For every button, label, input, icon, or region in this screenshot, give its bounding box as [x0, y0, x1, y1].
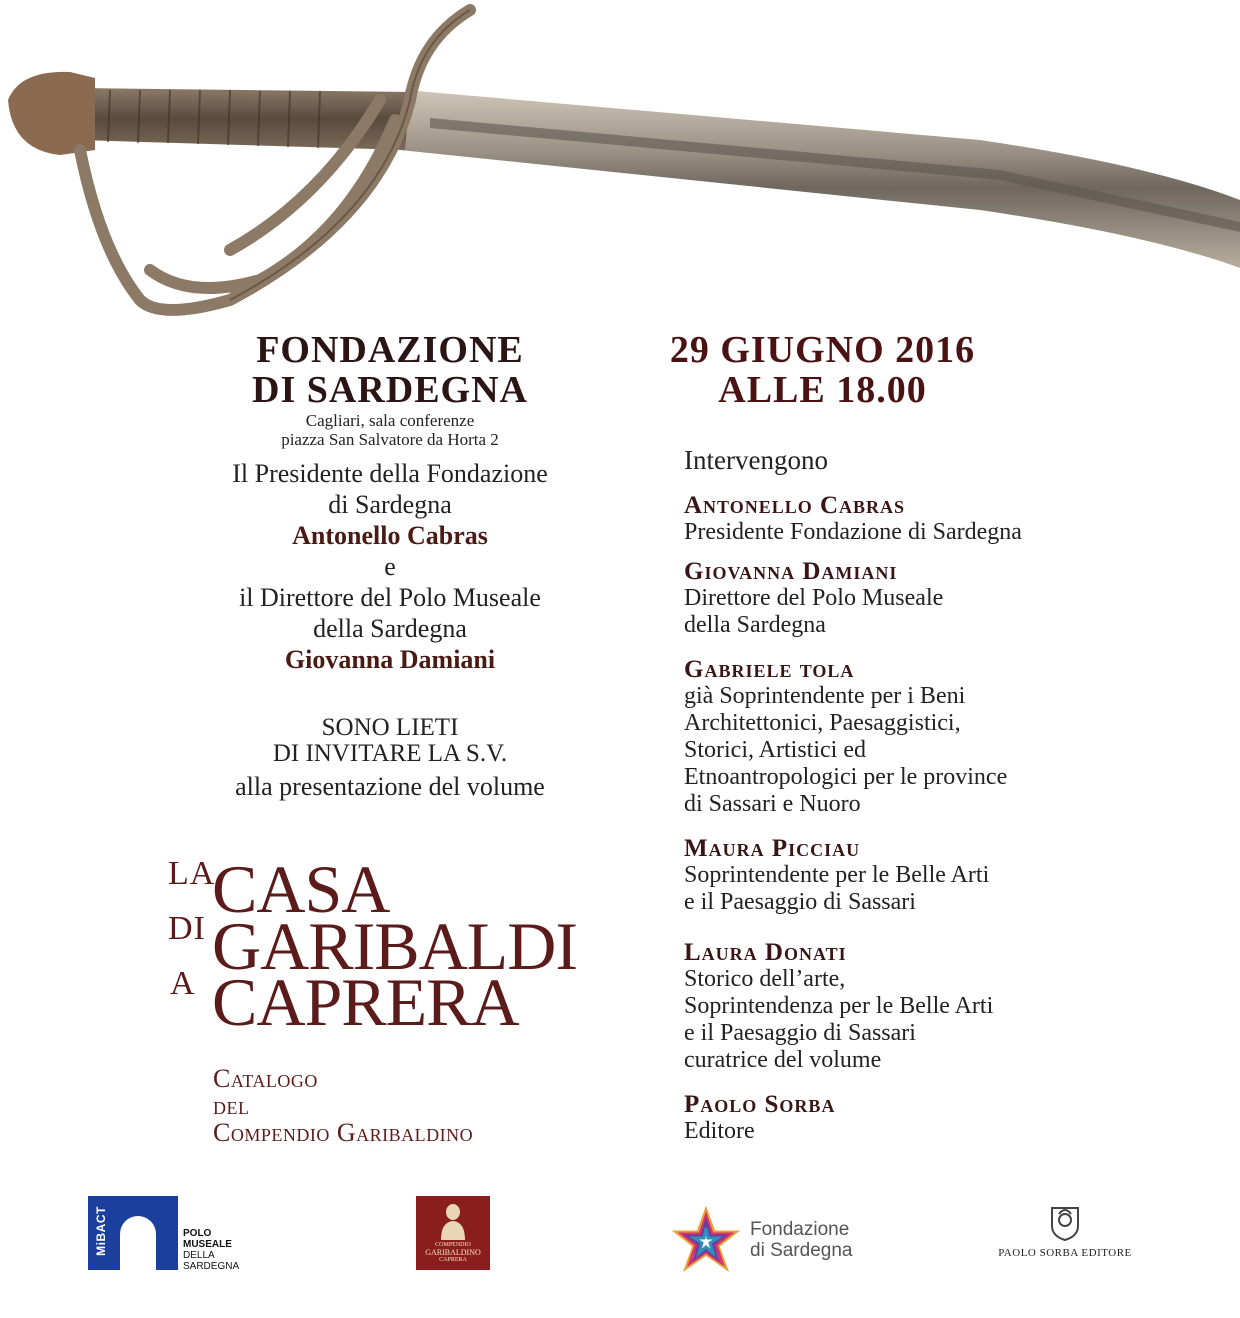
speaker-tola [684, 657, 1007, 818]
speaker-role-line: Direttore del Polo Museale [684, 585, 944, 611]
speaker-role-line: Soprintendenza per le Belle Arti [684, 993, 994, 1019]
presentation-line: alla presentazione del volume [235, 772, 545, 801]
event-date: 29 GIUGNO 2016 [669, 329, 976, 371]
sword-illustration [0, 0, 1240, 330]
org-name-line1: FONDAZIONE [256, 329, 524, 371]
speaker-role-line: già Soprintendente per i Beni [684, 683, 966, 709]
compendio-text-line1: COMPENDIO [435, 1242, 471, 1248]
speaker-name: Paolo Sorba [684, 1091, 836, 1118]
speaker-role-line: e il Paesaggio di Sassari [684, 1020, 916, 1046]
event-time: ALLE 18.00 [718, 369, 927, 411]
book-title-la: LA [168, 855, 216, 892]
speaker-name: Laura Donati [684, 939, 847, 966]
fondazione-logo-text [750, 1219, 852, 1261]
compendio-text-line3: CAPRERA [439, 1257, 467, 1263]
invite-line3: il Direttore del Polo Museale [239, 583, 541, 612]
org-name-line2: DI SARDEGNA [252, 369, 528, 411]
compendio-text-line2: GARIBALDINO [425, 1248, 481, 1257]
catalog-line1: Catalogo [213, 1064, 318, 1093]
speaker-name: Gabriele tola [684, 656, 855, 683]
fondazione-text-line1: Fondazione [750, 1219, 850, 1240]
speaker-role-line: di Sassari e Nuoro [684, 791, 861, 817]
left-column [140, 330, 640, 802]
catalog-line2: del [213, 1091, 250, 1120]
compendio-garibaldino-logo [416, 1196, 490, 1270]
speaker-role-line: Storico dell’arte, [684, 966, 846, 992]
sorba-logo-text: PAOLO SORBA EDITORE [998, 1247, 1132, 1259]
polo-museale-logo [88, 1196, 178, 1270]
speaker-name: Antonello Cabras [684, 492, 906, 519]
mibact-label: MiBACT [94, 1206, 108, 1256]
speaker-role-line: curatrice del volume [684, 1047, 882, 1073]
speaker-donati [684, 940, 993, 1074]
speaker-sorba [684, 1092, 835, 1145]
caps-line1: SONO LIETI [321, 714, 459, 741]
speaker-role-line: Soprintendente per le Belle Arti [684, 862, 990, 888]
book-title-caprera: CAPRERA [212, 964, 519, 1040]
polo-text-line2: MUSEALE [183, 1239, 232, 1250]
book-title-garibaldi: GARIBALDI [212, 908, 577, 984]
invite-line4: della Sardegna [313, 614, 467, 643]
venue-line1: Cagliari, sala conferenze [305, 411, 475, 430]
speaker-name: Maura Picciau [684, 835, 861, 862]
speakers-heading: Intervengono [684, 445, 828, 475]
invite-line1: Il Presidente della Fondazione [232, 459, 548, 488]
polo-text-line1: POLO [183, 1228, 212, 1239]
speaker-role-line: Storici, Artistici ed [684, 737, 866, 763]
president-name: Antonello Cabras [292, 521, 488, 550]
invite-line2: di Sardegna [328, 490, 452, 519]
compendio-text [416, 1242, 490, 1264]
book-title-casa: CASA [212, 851, 390, 927]
speaker-damiani [684, 559, 943, 639]
speaker-role-line: e il Paesaggio di Sassari [684, 889, 916, 915]
bust-icon [438, 1202, 468, 1240]
speaker-role-line: Etnoantropologici per le province [684, 764, 1008, 790]
speaker-role-line: Architettonici, Paesaggistici, [684, 710, 961, 736]
caps-line2: DI INVITARE LA S.V. [272, 740, 508, 767]
book-title-a: A [170, 965, 196, 1002]
sorba-emblem-icon [1048, 1202, 1082, 1242]
speaker-role-line: della Sardegna [684, 612, 826, 638]
speaker-role-line: Editore [684, 1118, 755, 1144]
catalog-line3: Compendio Garibaldino [213, 1118, 474, 1147]
polo-text-line3: DELLA [183, 1250, 215, 1261]
venue-line2: piazza San Salvatore da Horta 2 [281, 430, 499, 449]
polo-museale-text [183, 1228, 239, 1272]
arch-shape [120, 1216, 156, 1270]
speaker-cabras [684, 493, 1022, 546]
conjunction: e [384, 552, 396, 581]
director-name: Giovanna Damiani [284, 645, 496, 674]
speaker-role-line: Presidente Fondazione di Sardegna [684, 519, 1022, 545]
fondazione-star-icon [672, 1206, 740, 1274]
fondazione-text-line2: di Sardegna [750, 1240, 853, 1261]
speaker-name: Giovanna Damiani [684, 558, 898, 585]
book-title-di: DI [168, 910, 206, 947]
polo-text-line4: SARDEGNA [183, 1261, 240, 1272]
speaker-picciau [684, 836, 989, 916]
